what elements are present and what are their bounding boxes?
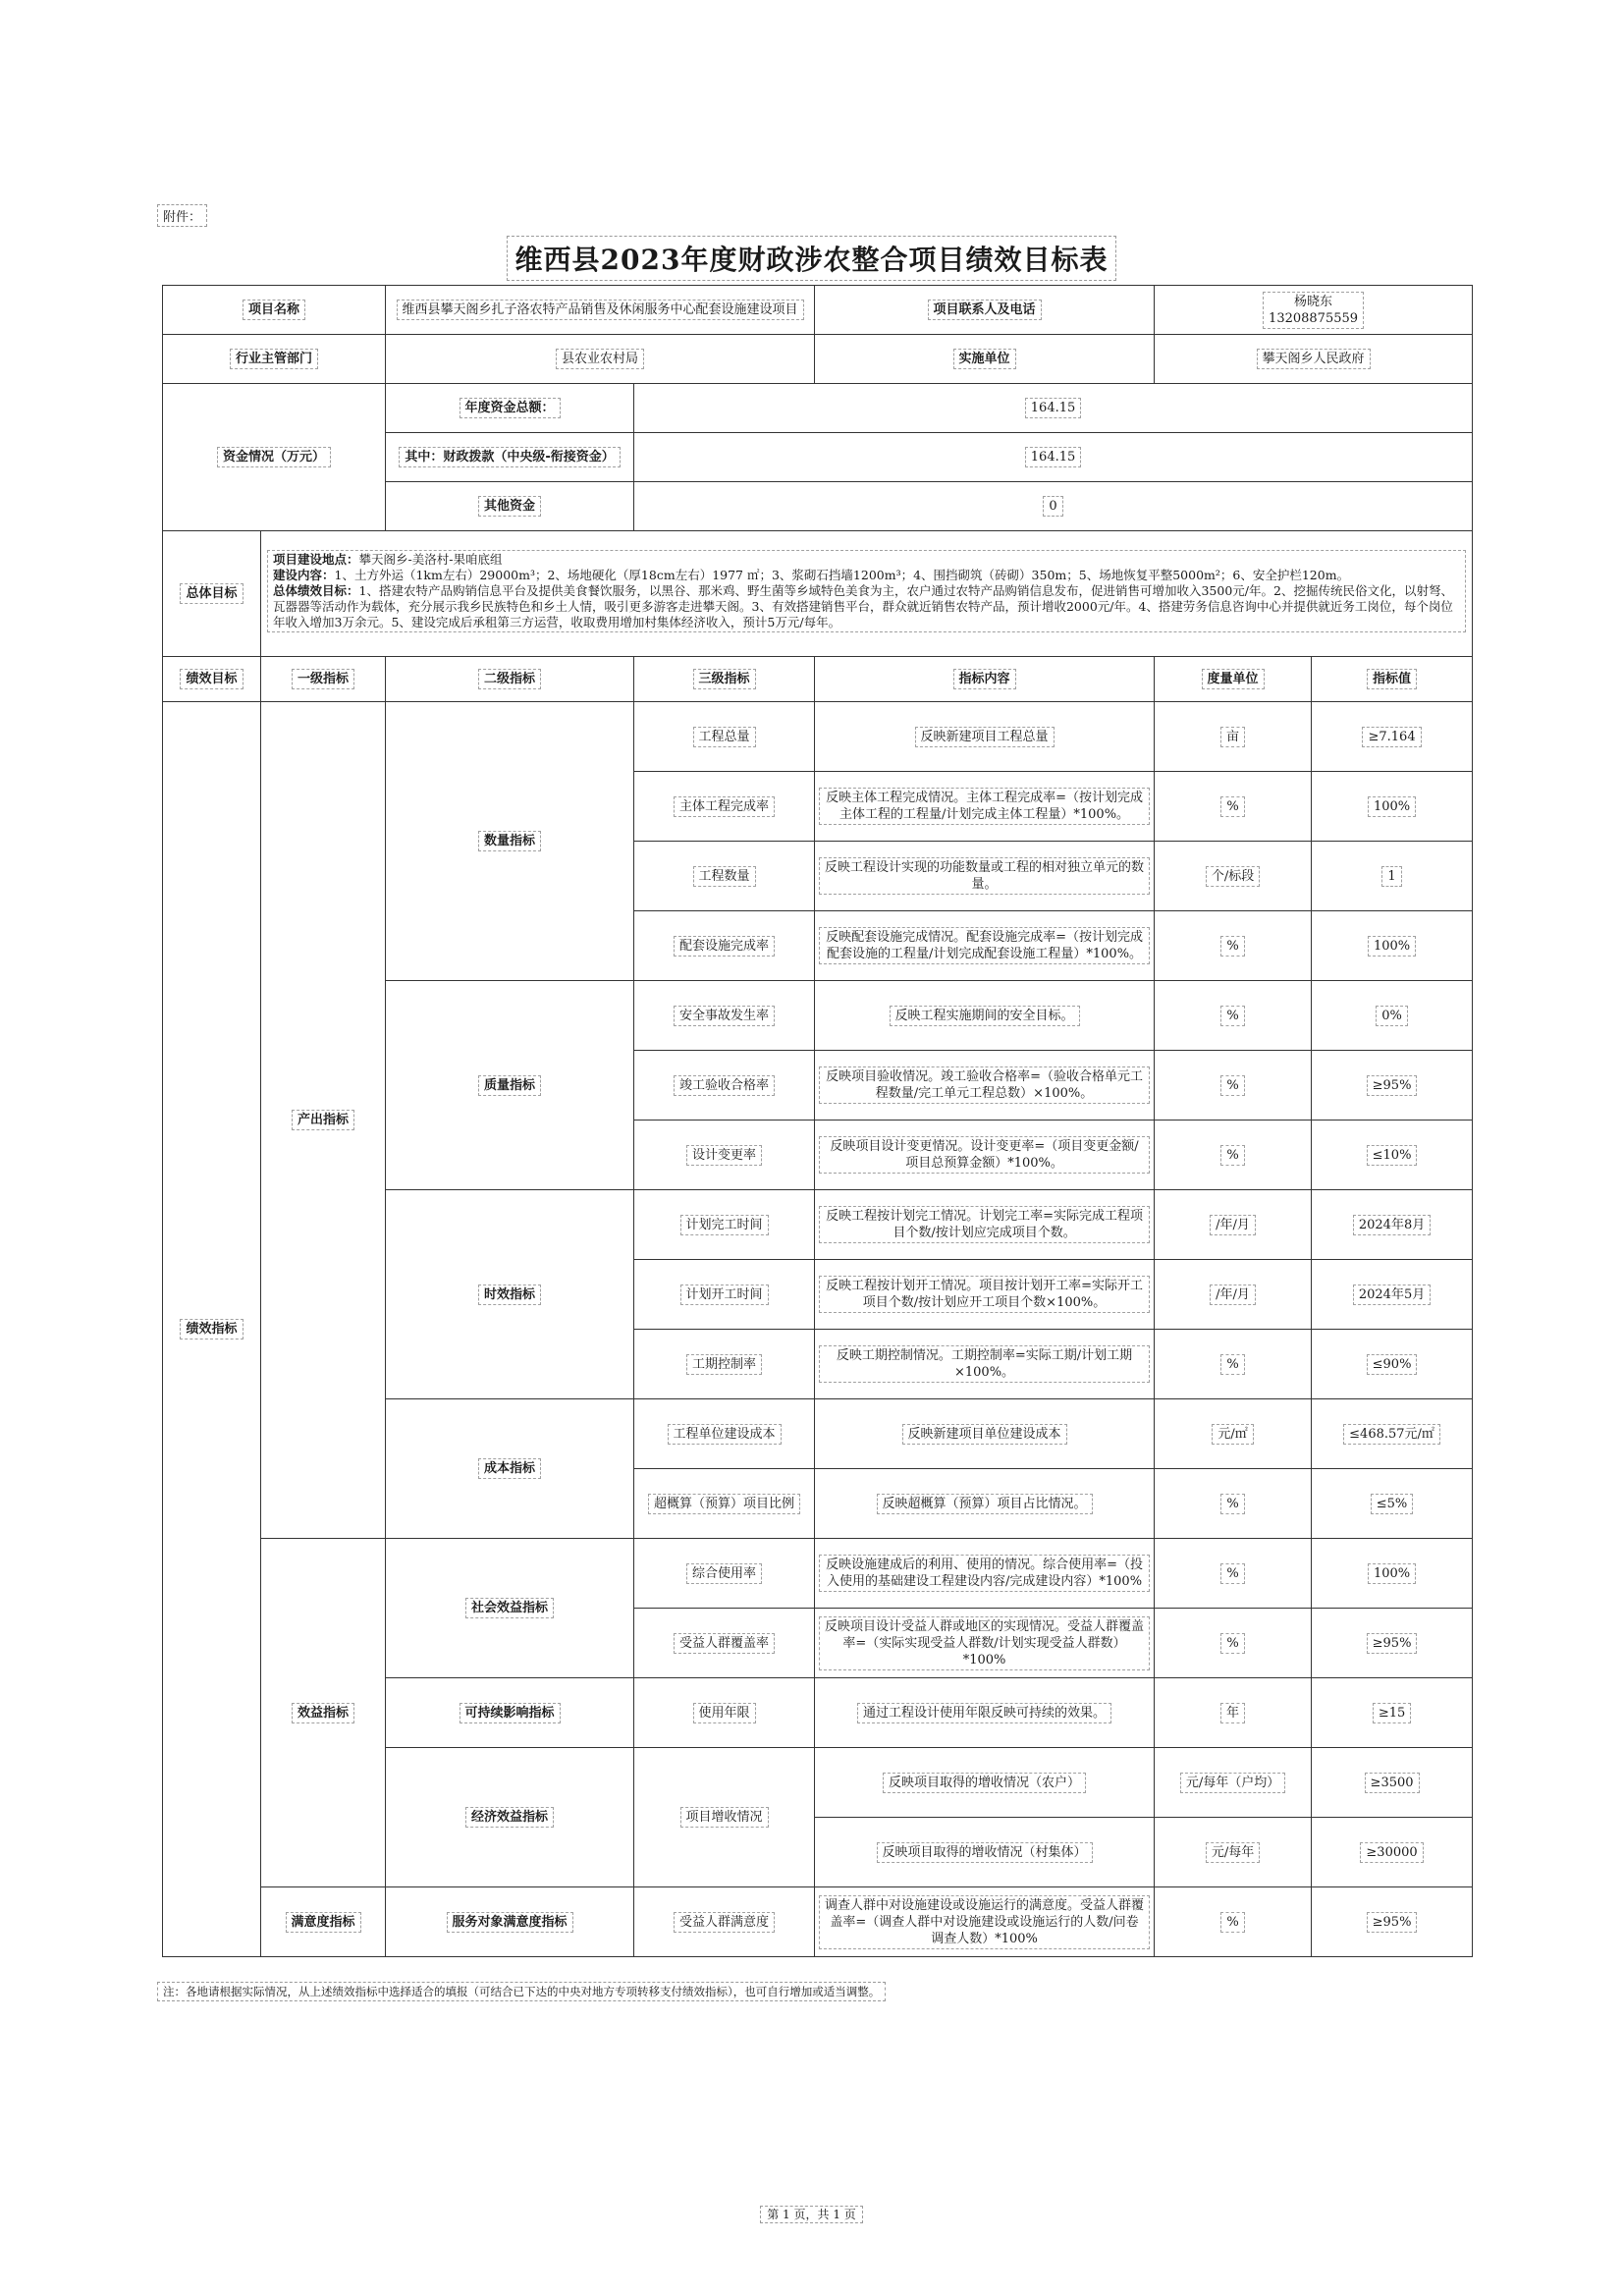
unit-text: % [1220,1912,1244,1933]
page-title-wrap [0,236,1623,281]
funds-fiscal-cell [634,433,1473,482]
performance-table [162,285,1473,1957]
unit-text: 亩 [1220,727,1245,747]
l3-cell [634,1609,815,1678]
level2-service: 服务对象满意度指标 [447,1912,573,1933]
l3-cell [634,1121,815,1190]
unit-cell [1155,702,1312,772]
level2-sustain: 可持续影响指标 [460,1703,561,1723]
l3-label: 计划开工时间 [680,1285,769,1305]
value-cell [1312,1260,1473,1330]
value-text: ≥30000 [1360,1842,1423,1863]
col-header: 指标值 [1312,657,1473,702]
content-cell [815,911,1155,981]
level2-timeliness-cell [386,1190,634,1399]
content-cell [815,1190,1155,1260]
level1-satisfaction: 满意度指标 [286,1912,361,1933]
l3-label: 使用年限 [693,1703,756,1723]
unit-cell [1155,1399,1312,1469]
l3-cell [634,1748,815,1887]
overall-label: 总体目标 [180,583,243,604]
value-cell [1312,1539,1473,1609]
l3-cell [634,1190,815,1260]
content-text: 反映超概算（预算）项目占比情况。 [877,1494,1093,1514]
level2-economic-cell [386,1748,634,1887]
content-text: 反映新建项目工程总量 [915,727,1055,747]
value-cell [1312,1678,1473,1748]
level2-quality: 质量指标 [478,1075,541,1096]
content-cell [815,842,1155,911]
funds-fiscal-value: 164.15 [1025,447,1082,467]
l3-cell [634,1330,815,1399]
value-cell [1312,981,1473,1051]
value-text: ≤90% [1367,1354,1418,1375]
l3-cell [634,1887,815,1957]
table-row [163,1539,1473,1609]
contact-cell [1155,286,1473,335]
value-text: 0% [1376,1006,1408,1026]
overall-goal-label: 总体绩效目标： [273,583,359,598]
content-text: 反映主体工程完成情况。主体工程完成率=（按计划完成主体工程的工程量/计划完成主体工程量）*100%。 [819,788,1150,825]
funds-total-label-cell [386,384,634,433]
table-row [163,286,1473,335]
value-cell [1312,1748,1473,1818]
value-cell [1312,1887,1473,1957]
col-header: 三级指标 [634,657,815,702]
col-header: 一级指标 [261,657,386,702]
value-text: ≥3500 [1365,1773,1420,1793]
value-text: 100% [1368,1563,1416,1584]
content-text: 通过工程设计使用年限反映可持续的效果。 [857,1703,1111,1723]
funds-total-cell [634,384,1473,433]
value-text: ≥95% [1367,1075,1418,1096]
content-cell [815,1121,1155,1190]
value-cell [1312,1121,1473,1190]
value-text: ≤10% [1367,1145,1418,1166]
unit-text: % [1220,1006,1244,1026]
value-cell [1312,1469,1473,1539]
unit-text: % [1220,1145,1244,1166]
overall-goal-value: 1、搭建农特产品购销信息平台及提供美食餐饮服务，以黑谷、那米鸡、野生菌等乡域特色美食为主，农户通过农特产品购销信息发布，促进销售可增加收入3500元/年。2、挖掘传统民俗文化，以射弩、瓦器器等活动作为载体，充分展示我乡民族特色和乡土人情，吸引更多游客走进攀天阁。3、有效搭建销售平台，群众就近销售农特产品，预计增收2000元/年。4、搭建劳务信息咨询中心并提供就近务工岗位，每个岗位年收入增加3万余元。5、建设完成后承租第三方运营，收取费用增加村集体经济收入，预计5万元/每年。 [273,583,1453,629]
unit-text: 个/标段 [1206,866,1260,887]
level2-cost: 成本指标 [478,1458,541,1479]
project-name-label: 项目名称 [243,300,305,320]
content-text: 反映新建项目单位建设成本 [902,1424,1067,1445]
content-text: 反映工程实施期间的安全目标。 [890,1006,1080,1026]
unit-label-cell [815,335,1155,384]
dept-label-cell [163,335,386,384]
table-row [163,702,1473,772]
l3-label: 综合使用率 [686,1563,762,1584]
page-number-wrap [0,2206,1623,2222]
funds-other-cell [634,482,1473,531]
unit-cell [1155,772,1312,842]
value-text: ≥95% [1367,1912,1418,1933]
content-cell [815,1399,1155,1469]
dept-label: 行业主管部门 [230,349,318,369]
unit-text: 年 [1220,1703,1245,1723]
content-cell [815,1887,1155,1957]
value-cell [1312,1051,1473,1121]
unit-cell [1155,1330,1312,1399]
l3-label: 受益人群满意度 [674,1912,775,1933]
value-text: 100% [1368,796,1416,817]
content-cell [815,1748,1155,1818]
l3-cell [634,1678,815,1748]
content-text: 反映工程按计划完工情况。计划完工率=实际完成工程项目个数/按计划应完成项目个数。 [819,1206,1150,1243]
perf-label: 绩效指标 [180,1319,243,1339]
contact-phone: 13208875559 [1269,310,1359,326]
build-content-label: 建设内容： [273,568,335,582]
l3-cell [634,911,815,981]
unit-cell [1155,1121,1312,1190]
l3-cell [634,702,815,772]
l3-label: 配套设施完成率 [674,936,775,957]
content-text: 反映项目取得的增收情况（农户） [883,1773,1086,1793]
content-text: 反映工程按计划开工情况。项目按计划开工率=实际开工项目个数/按计划应开工项目个数×100%。 [819,1276,1150,1313]
content-text: 反映工期控制情况。工期控制率=实际工期/计划工期×100%。 [819,1345,1150,1383]
content-cell [815,1330,1155,1399]
value-cell [1312,1818,1473,1887]
l3-label: 主体工程完成率 [674,796,775,817]
l3-label: 安全事故发生率 [674,1006,775,1026]
unit-cell [1155,1818,1312,1887]
unit-text: 元/每年 [1206,1842,1260,1863]
funds-fiscal-label: 其中：财政拨款（中央级-衔接资金） [399,447,620,467]
level2-social-cell [386,1539,634,1678]
value-cell [1312,911,1473,981]
perf-label-cell [163,702,261,1957]
table-row [163,335,1473,384]
unit-text: 元/㎡ [1212,1424,1253,1445]
location-label: 项目建设地点： [273,552,359,567]
content-cell [815,1609,1155,1678]
level2-social: 社会效益指标 [465,1598,554,1618]
unit-text: % [1220,936,1244,957]
unit-cell [1155,842,1312,911]
level2-cost-cell [386,1399,634,1539]
value-cell [1312,1330,1473,1399]
unit-cell [1155,911,1312,981]
content-text: 调查人群中对设施建设或设施运行的满意度。受益人群覆盖率=（调查人群中对设施建设或设施运行的人数/问卷调查人数）*100% [819,1895,1150,1949]
level1-benefit-cell [261,1539,386,1887]
content-text: 反映项目设计受益人群或地区的实现情况。受益人群覆盖率=（实际实现受益人群数/计划实现受益人群数）*100% [819,1616,1150,1670]
col-header: 绩效目标 [163,657,261,702]
table-row [163,384,1473,433]
contact-box [1263,292,1364,329]
funds-total-label: 年度资金总额： [460,398,561,418]
table-row [163,531,1473,657]
value-text: ≤5% [1371,1494,1414,1514]
unit-cell [1155,1051,1312,1121]
content-cell [815,1539,1155,1609]
unit-text: /年/月 [1210,1285,1256,1305]
value-text: 2024年5月 [1353,1285,1431,1305]
unit-text: % [1220,1633,1244,1654]
value-cell [1312,772,1473,842]
l3-cell [634,1260,815,1330]
annex-label: 附件： [157,204,207,227]
footnote: 注：各地请根据实际情况，从上述绩效指标中选择适合的填报（可结合已下达的中央对地方专项转移支付绩效指标），也可自行增加或适当调整。 [157,1982,886,2001]
content-text: 反映工程设计实现的功能数量或工程的相对独立单元的数量。 [819,857,1150,895]
funds-other-value: 0 [1043,496,1062,517]
column-header-row [163,657,1473,702]
overall-content-cell [261,531,1473,657]
unit-cell [1155,981,1312,1051]
l3-label: 受益人群覆盖率 [674,1633,775,1654]
unit-text: % [1220,1494,1244,1514]
unit-cell [1155,1539,1312,1609]
level1-benefit: 效益指标 [292,1703,354,1723]
unit-text: % [1220,796,1244,817]
level1-output-cell [261,702,386,1539]
page-number: 第 1 页，共 1 页 [760,2206,863,2223]
value-cell [1312,1609,1473,1678]
content-text: 反映配套设施完成情况。配套设施完成率=（按计划完成配套设施的工程量/计划完成配套设施工程量）*100%。 [819,927,1150,964]
funds-other-label: 其他资金 [478,496,541,517]
funds-total-value: 164.15 [1025,398,1082,418]
l3-cell [634,772,815,842]
unit-cell [1155,335,1473,384]
content-text: 反映项目验收情况。竣工验收合格率=（验收合格单元工程数量/完工单元工程总数）×100%。 [819,1066,1150,1104]
level2-sustain-cell [386,1678,634,1748]
value-cell [1312,702,1473,772]
unit-cell [1155,1609,1312,1678]
contact-label-cell [815,286,1155,335]
unit-label: 实施单位 [953,349,1016,369]
content-cell [815,981,1155,1051]
content-cell [815,772,1155,842]
level2-timeliness: 时效指标 [478,1285,541,1305]
value-text: 100% [1368,936,1416,957]
dept-value: 县农业农村局 [556,349,644,369]
content-cell [815,702,1155,772]
l3-cell [634,1399,815,1469]
value-cell [1312,1399,1473,1469]
project-name: 维西县攀天阁乡扎子洛农特产品销售及休闲服务中心配套设施建设项目 [397,300,804,320]
content-cell [815,1260,1155,1330]
l3-cell [634,1469,815,1539]
level2-service-cell [386,1887,634,1957]
build-content-value: 1、土方外运（1km左右）29000m³；2、场地硬化（厚18cm左右）1977 ㎡；3、浆砌石挡墙1200m³；4、围挡砌筑（砖砌）350m；5、场地恢复平整5000m²；6、安全护栏120m。 [334,568,1350,582]
overall-content [267,550,1466,632]
col-header: 度量单位 [1155,657,1312,702]
project-name-cell [386,286,815,335]
level2-economic: 经济效益指标 [465,1807,554,1828]
table-row [163,1887,1473,1957]
level2-quality-cell [386,981,634,1190]
value-text: ≥95% [1367,1633,1418,1654]
unit-cell [1155,1260,1312,1330]
project-name-label-cell [163,286,386,335]
value-text: 1 [1381,866,1401,887]
l3-label: 工程数量 [693,866,756,887]
value-text: ≥7.164 [1362,727,1421,747]
col-header: 指标内容 [815,657,1155,702]
l3-cell [634,981,815,1051]
page-title: 维西县2023年度财政涉农整合项目绩效目标表 [507,236,1117,281]
overall-label-cell [163,531,261,657]
contact-label: 项目联系人及电话 [928,300,1042,320]
value-text: ≤468.57元/㎡ [1343,1424,1440,1445]
l3-label: 超概算（预算）项目比例 [648,1494,800,1514]
unit-text: 元/每年（户均） [1180,1773,1285,1793]
unit-cell [1155,1748,1312,1818]
l3-label: 项目增收情况 [680,1807,769,1828]
l3-label: 设计变更率 [686,1145,762,1166]
level1-output: 产出指标 [292,1110,354,1130]
content-cell [815,1818,1155,1887]
value-text: 2024年8月 [1353,1215,1431,1235]
unit-value: 攀天阁乡人民政府 [1257,349,1371,369]
unit-cell [1155,1887,1312,1957]
l3-label: 工程总量 [693,727,756,747]
content-cell [815,1678,1155,1748]
funds-label: 资金情况（万元） [217,447,331,467]
level1-satisfaction-cell [261,1887,386,1957]
funds-other-label-cell [386,482,634,531]
content-text: 反映项目取得的增收情况（村集体） [877,1842,1093,1863]
funds-fiscal-label-cell [386,433,634,482]
value-cell [1312,842,1473,911]
unit-cell [1155,1678,1312,1748]
col-header: 二级指标 [386,657,634,702]
l3-cell [634,1539,815,1609]
l3-label: 计划完工时间 [680,1215,769,1235]
l3-label: 竣工验收合格率 [674,1075,775,1096]
l3-label: 工程单位建设成本 [668,1424,782,1445]
unit-text: % [1220,1563,1244,1584]
unit-text: % [1220,1075,1244,1096]
l3-label: 工期控制率 [686,1354,762,1375]
location-value: 攀天阁乡-美洛村-果咱底组 [358,552,503,567]
value-cell [1312,1190,1473,1260]
unit-cell [1155,1469,1312,1539]
contact-name: 杨晓东 [1294,294,1333,309]
level2-quantity-cell [386,702,634,981]
unit-text: % [1220,1354,1244,1375]
content-text: 反映项目设计变更情况。设计变更率=（项目变更金额/项目总预算金额）*100%。 [819,1136,1150,1174]
level2-quantity: 数量指标 [478,831,541,851]
l3-cell [634,842,815,911]
content-text: 反映设施建成后的利用、使用的情况。综合使用率=（投入使用的基础建设工程建设内容/完成建设内容）*100% [819,1555,1150,1592]
unit-cell [1155,1190,1312,1260]
funds-label-cell [163,384,386,531]
unit-text: /年/月 [1210,1215,1256,1235]
l3-cell [634,1051,815,1121]
dept-cell [386,335,815,384]
content-cell [815,1051,1155,1121]
content-cell [815,1469,1155,1539]
value-text: ≥15 [1373,1703,1411,1723]
